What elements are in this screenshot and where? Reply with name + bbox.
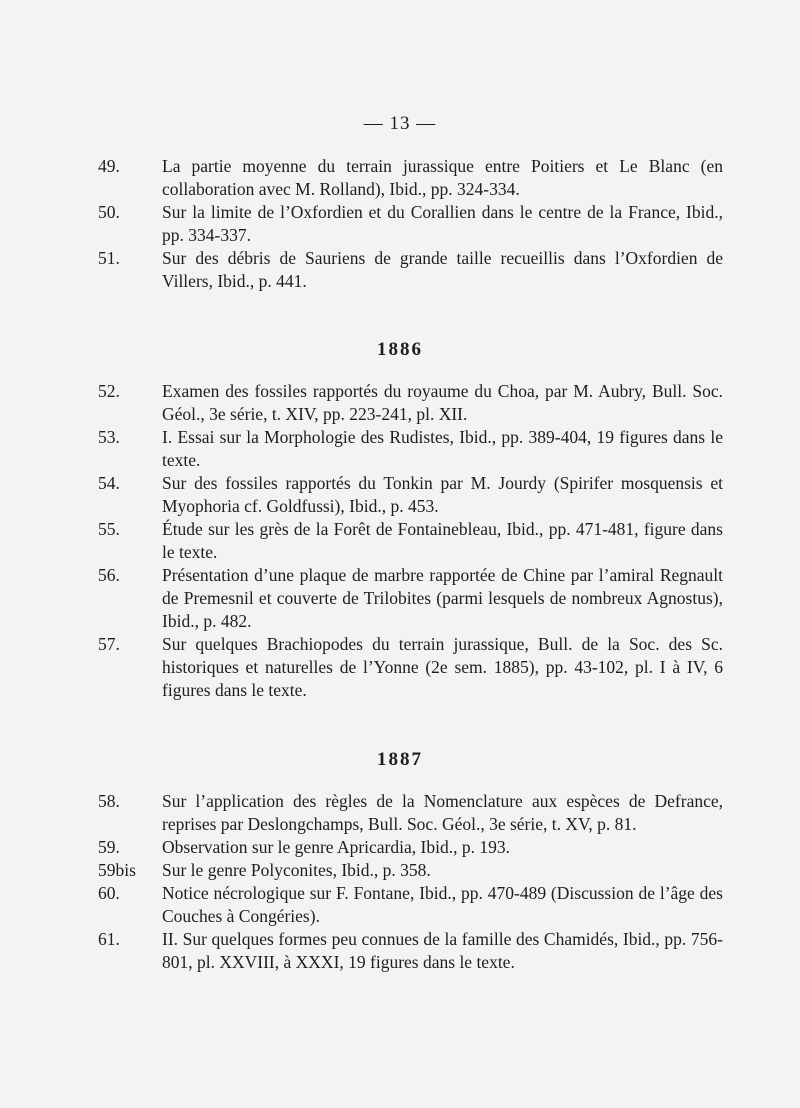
entry-number: 61.: [98, 929, 120, 949]
entry-number: 49.: [98, 156, 120, 176]
entry-text: Notice nécrologique sur F. Fontane, Ibid., pp. 470-489 (Discussion de l’âge des Couches à Congéries).: [162, 883, 723, 926]
entry-text: II. Sur quelques formes peu connues de la famille des Chamidés, Ibid., pp. 756-801, pl. XXVIII, à XXXI, 19 figures dans le texte.: [162, 929, 723, 972]
page-number: — 13 —: [363, 113, 437, 134]
year-heading-1887: 1887: [377, 749, 423, 770]
list-item: [98, 247, 723, 293]
entry-number: 54.: [98, 473, 120, 493]
entry-text: Sur des débris de Sauriens de grande taille recueillis dans l’Oxfordien de Villers, Ibid., p. 441.: [162, 248, 723, 291]
entry-text: Sur des fossiles rapportés du Tonkin par M. Jourdy (Spirifer mosquensis et Myophoria cf. Goldfussi), Ibid., p. 453.: [162, 473, 723, 516]
list-item: [98, 518, 723, 564]
entry-number: 60.: [98, 883, 120, 903]
entry-number: 52.: [98, 381, 120, 401]
entry-text: Sur le genre Polyconites, Ibid., p. 358.: [162, 860, 431, 880]
list-item: [98, 928, 723, 974]
entries-continued: [98, 155, 723, 293]
entry-text: Sur quelques Brachiopodes du terrain jurassique, Bull. de la Soc. des Sc. historiques et naturelles de l’Yonne (2e sem. 1885), pp. 43-102, pl. I à IV, 6 figures dans le texte.: [162, 634, 723, 700]
entries-1887: [98, 790, 723, 974]
list-item: [98, 836, 723, 859]
entry-text: I. Essai sur la Morphologie des Rudistes, Ibid., pp. 389-404, 19 figures dans le texte.: [162, 427, 723, 470]
list-item: [98, 155, 723, 201]
entry-text: Examen des fossiles rapportés du royaume du Choa, par M. Aubry, Bull. Soc. Géol., 3e série, t. XIV, pp. 223-241, pl. XII.: [162, 381, 723, 424]
entry-text: Étude sur les grès de la Forêt de Fontainebleau, Ibid., pp. 471-481, figure dans le texte.: [162, 519, 723, 562]
entry-number: 51.: [98, 248, 120, 268]
entry-number: 56.: [98, 565, 120, 585]
entry-text: Présentation d’une plaque de marbre rapportée de Chine par l’amiral Regnault de Premesnil et couverte de Trilobites (parmi lesquels de nombreux Agnostus), Ibid., p. 482.: [162, 565, 723, 631]
list-item: [98, 633, 723, 702]
entry-text: Sur la limite de l’Oxfordien et du Corallien dans le centre de la France, Ibid., pp. 334-337.: [162, 202, 723, 245]
entry-text: Sur l’application des règles de la Nomenclature aux espèces de Defrance, reprises par Deslongchamps, Bull. Soc. Géol., 3e série, t. XV, p. 81.: [162, 791, 723, 834]
year-heading-1886: 1886: [377, 339, 423, 360]
list-item: [98, 380, 723, 426]
list-item: [98, 426, 723, 472]
entry-number: 53.: [98, 427, 120, 447]
list-item: [98, 564, 723, 633]
entry-number: 59.: [98, 837, 120, 857]
entry-text: Observation sur le genre Apricardia, Ibid., p. 193.: [162, 837, 510, 857]
entry-number: 57.: [98, 634, 120, 654]
list-item: [98, 790, 723, 836]
list-item: [98, 472, 723, 518]
entry-number: 59bis: [98, 860, 136, 880]
list-item: [98, 201, 723, 247]
entry-number: 50.: [98, 202, 120, 222]
list-item: [98, 882, 723, 928]
entry-number: 58.: [98, 791, 120, 811]
entry-text: La partie moyenne du terrain jurassique entre Poitiers et Le Blanc (en collaboration avec M. Rolland), Ibid., pp. 324-334.: [162, 156, 723, 199]
entries-1886: [98, 380, 723, 702]
entry-number: 55.: [98, 519, 120, 539]
list-item: [98, 859, 723, 882]
